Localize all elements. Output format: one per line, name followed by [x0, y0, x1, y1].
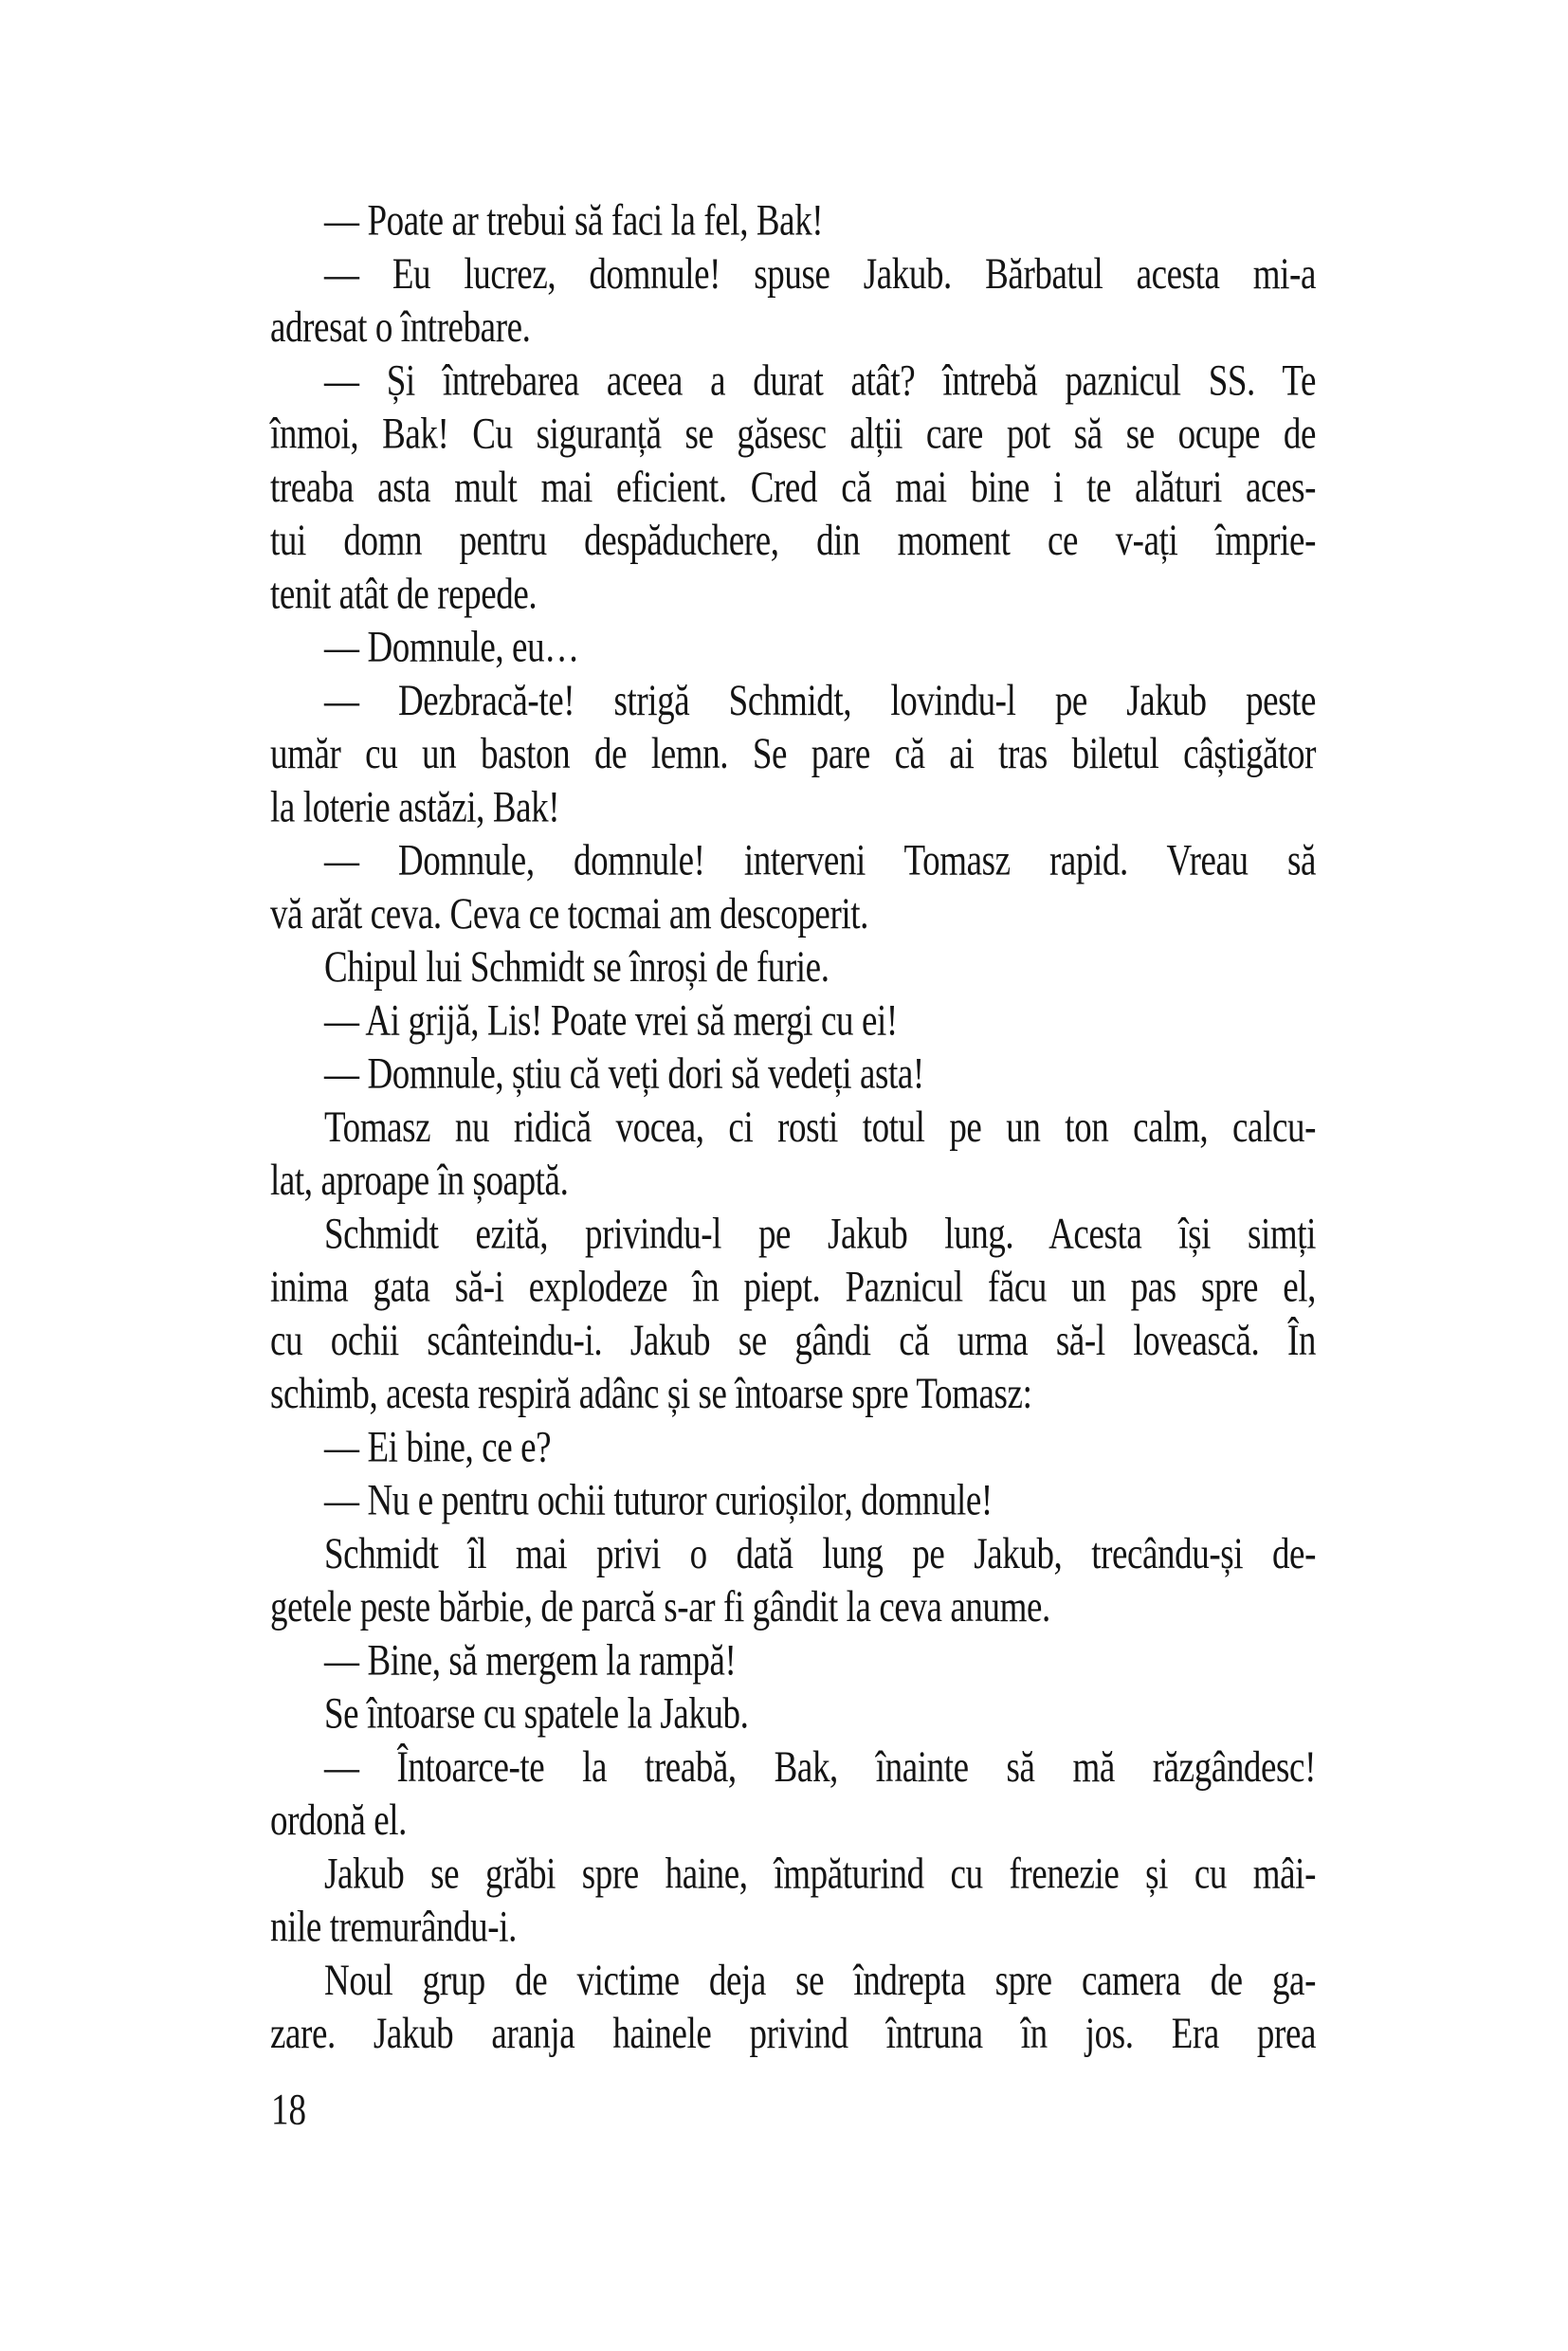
text-line: Schmidt îl mai privi o dată lung pe Jakub, trecându-și de- — [324, 1529, 1316, 1578]
text-line: — Ai grijă, Lis! Poate vrei să mergi cu ei! — [324, 996, 898, 1046]
text-line: — Domnule, știu că veți dori să vedeți asta! — [324, 1049, 924, 1099]
text-line: ordonă el. — [270, 1796, 407, 1846]
text-line: umăr cu un baston de lemn. Se pare că ai tras biletul câștigător — [270, 730, 1316, 779]
text-line: tenit atât de repede. — [270, 570, 538, 619]
text-line: lat, aproape în șoaptă. — [270, 1157, 569, 1206]
text-line: — Domnule, domnule! interveni Tomasz rapid. Vreau să — [324, 836, 1316, 885]
text-line: Chipul lui Schmidt se înroși de furie. — [324, 943, 830, 993]
text-line: — Și întrebarea aceea a durat atât? întrebă paznicul SS. Te — [324, 356, 1316, 406]
text-line: — Eu lucrez, domnule! spuse Jakub. Bărbatul acesta mi-a — [324, 249, 1316, 299]
text-line: înmoi, Bak! Cu siguranță se găsesc alții care pot să se ocupe de — [270, 410, 1316, 459]
text-line: tui domn pentru despăduchere, din moment ce v-ați împrie- — [270, 517, 1316, 566]
text-line: nile tremurându-i. — [270, 1903, 517, 1952]
text-line: Tomasz nu ridică vocea, ci rosti totul pe un ton calm, calcu- — [324, 1103, 1316, 1152]
text-line: la loterie astăzi, Bak! — [270, 783, 560, 832]
text-line: — Poate ar trebui să faci la fel, Bak! — [324, 196, 824, 246]
text-line: adresat o întrebare. — [270, 303, 531, 353]
text-line: inima gata să-i explodeze în piept. Paznicul făcu un pas spre el, — [270, 1263, 1316, 1312]
text-line: Noul grup de victime deja se îndrepta spre camera de ga- — [324, 1956, 1316, 2005]
text-line: vă arăt ceva. Ceva ce tocmai am descoperit. — [270, 889, 868, 939]
text-block — [270, 194, 1316, 2061]
text-line: cu ochii scânteindu-i. Jakub se gândi că urma să-l lovească. În — [270, 1316, 1316, 1365]
text-line: Schmidt ezită, privindu-l pe Jakub lung. Acesta își simți — [324, 1210, 1316, 1259]
text-line: schimb, acesta respiră adânc și se întoarse spre Tomasz: — [270, 1370, 1032, 1419]
text-line: — Întoarce-te la treabă, Bak, înainte să mă răzgândesc! — [324, 1742, 1316, 1792]
text-line: — Dezbracă-te! strigă Schmidt, lovindu-l pe Jakub peste — [324, 676, 1316, 725]
text-line: — Domnule, eu… — [324, 623, 579, 672]
page-number: 18 — [271, 2086, 306, 2135]
text-line: Se întoarse cu spatele la Jakub. — [324, 1689, 749, 1739]
text-line: treaba asta mult mai eficient. Cred că mai bine i te alături aces- — [270, 463, 1316, 512]
text-line: getele peste bărbie, de parcă s-ar fi gândit la ceva anume. — [270, 1583, 1050, 1632]
text-line: — Bine, să mergem la rampă! — [324, 1636, 737, 1686]
text-line: Jakub se grăbi spre haine, împăturind cu frenezie și cu mâi- — [324, 1850, 1316, 1899]
text-line: — Nu e pentru ochii tuturor curioșilor, domnule! — [324, 1476, 993, 1525]
text-line: zare. Jakub aranja hainele privind întruna în jos. Era prea — [270, 2010, 1316, 2059]
text-line: — Ei bine, ce e? — [324, 1423, 552, 1472]
